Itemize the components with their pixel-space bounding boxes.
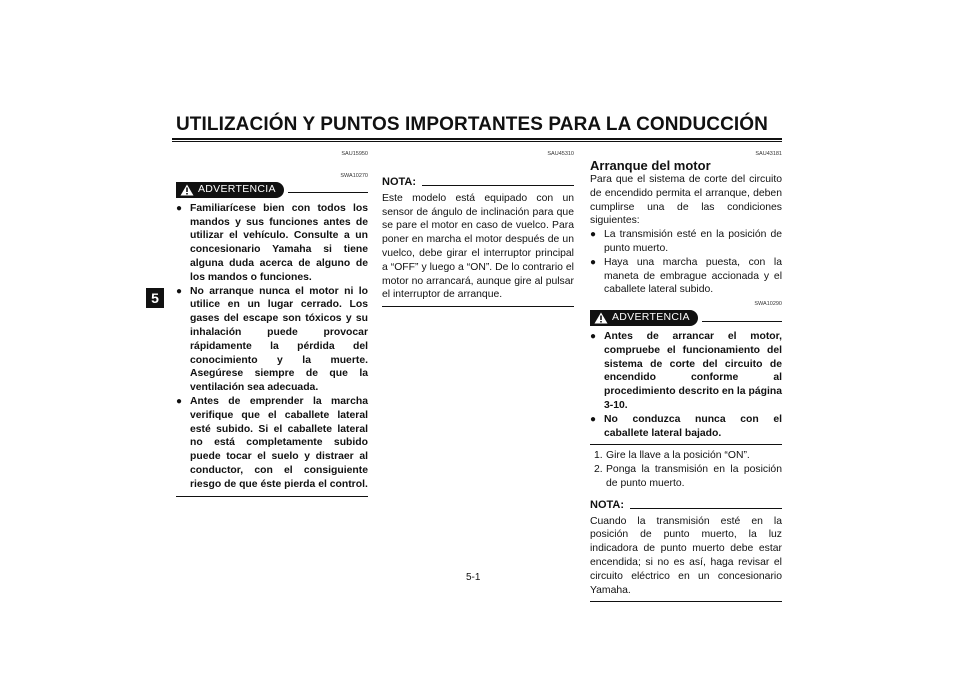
warning-item: ● Antes de arrancar el motor, compruebe el funcionamiento del sistema de corte del circuito de encendido conforme al procedimiento descrito en la página 3-10. <box>590 330 782 413</box>
warning-rule <box>288 192 368 193</box>
condition-item: ● Haya una marcha puesta, con la maneta de embrague accionada y el caballete lateral subido. <box>590 256 782 297</box>
column-3 <box>590 150 782 602</box>
warning-badge <box>176 182 284 198</box>
chapter-tab: 5 <box>146 288 164 308</box>
warning-header <box>590 310 782 326</box>
note-header <box>590 499 782 513</box>
intro-text: Para que el sistema de corte del circuito de encendido permita el arranque, deben cumplirse una de las condiciones siguientes: <box>590 174 782 227</box>
title-underline-thin <box>172 141 782 142</box>
note-end-rule <box>382 306 574 307</box>
note-rule <box>422 185 574 186</box>
warning-end-rule <box>176 496 368 497</box>
warning-header <box>176 182 368 198</box>
warning-item: ● Familiarícese bien con todos los mandos y sus funciones antes de utilizar el vehículo. Consulte a un concesionario Yamaha si tiene alguna duda acerca de alguno de los mandos o funciones. <box>176 202 368 285</box>
step-text: Gire la llave a la posición “ON”. <box>606 450 750 462</box>
warning-list <box>176 202 368 492</box>
column-1 <box>176 150 368 497</box>
condition-item: ● La transmisión esté en la posición de punto muerto. <box>590 228 782 256</box>
warning-item: ● Antes de emprender la marcha verifique que el caballete lateral esté subido. Si el caballete lateral no está completamente subido puede tocar el suelo y distraer al conductor, con el consiguiente riesgo de que éste pierda el control. <box>176 395 368 492</box>
note-label: NOTA: <box>382 176 417 188</box>
step-number: 2. <box>594 464 603 476</box>
warning-end-rule <box>590 444 782 445</box>
page-number: 5-1 <box>466 572 481 583</box>
step-item <box>590 449 782 463</box>
page-title: UTILIZACIÓN Y PUNTOS IMPORTANTES PARA LA CONDUCCIÓN <box>175 114 768 135</box>
warning-code: SWA10290 <box>754 301 782 308</box>
step-text: Ponga la transmisión en la posición de punto muerto. <box>606 464 782 489</box>
steps-list <box>590 449 782 490</box>
section-code: SAU15950 <box>341 151 368 157</box>
note-header <box>382 176 574 190</box>
title-underline <box>172 138 782 140</box>
warning-triangle-icon <box>594 312 608 324</box>
step-item <box>590 463 782 491</box>
warning-label: ADVERTENCIA <box>198 183 276 195</box>
warning-label: ADVERTENCIA <box>612 311 690 324</box>
warning-list <box>590 330 782 440</box>
warning-rule <box>702 321 782 322</box>
section-code: SAU45310 <box>547 151 574 157</box>
note-rule <box>630 508 782 509</box>
conditions-list <box>590 228 782 297</box>
warning-code: SWA10270 <box>340 173 368 179</box>
note-label: NOTA: <box>590 498 625 511</box>
column-2 <box>382 150 574 307</box>
note-text: Este modelo está equipado con un sensor de ángulo de inclinación para que se pare el motor en caso de vuelco. Para poner en marcha el motor después de un vuelco, debe girar el interruptor principal a “OFF” y luego a “ON”. De lo contrario el motor no arrancará, aunque gire al pulsar el interruptor de arranque. <box>382 192 574 301</box>
warning-triangle-icon <box>180 184 194 196</box>
warning-item: ● No conduzca nunca con el caballete lateral bajado. <box>590 413 782 441</box>
warning-badge <box>590 310 698 326</box>
note-end-rule <box>590 601 782 602</box>
note-text: Cuando la transmisión esté en la posición de punto muerto, la luz indicadora de punto muerto debe estar encendida; si no es así, haga revisar el circuito eléctrico en un concesionario Yamaha. <box>590 515 782 596</box>
section-code: SAU43181 <box>755 151 782 157</box>
warning-item: ● No arranque nunca el motor ni lo utilice en un lugar cerrado. Los gases del escape son tóxicos y su inhalación puede provocar rápidamente la pérdida del conocimiento y la muerte. Asegúrese siempre de que la ventilación sea adecuada. <box>176 285 368 395</box>
section-heading: Arranque del motor <box>590 158 711 173</box>
step-number: 1. <box>594 450 603 462</box>
